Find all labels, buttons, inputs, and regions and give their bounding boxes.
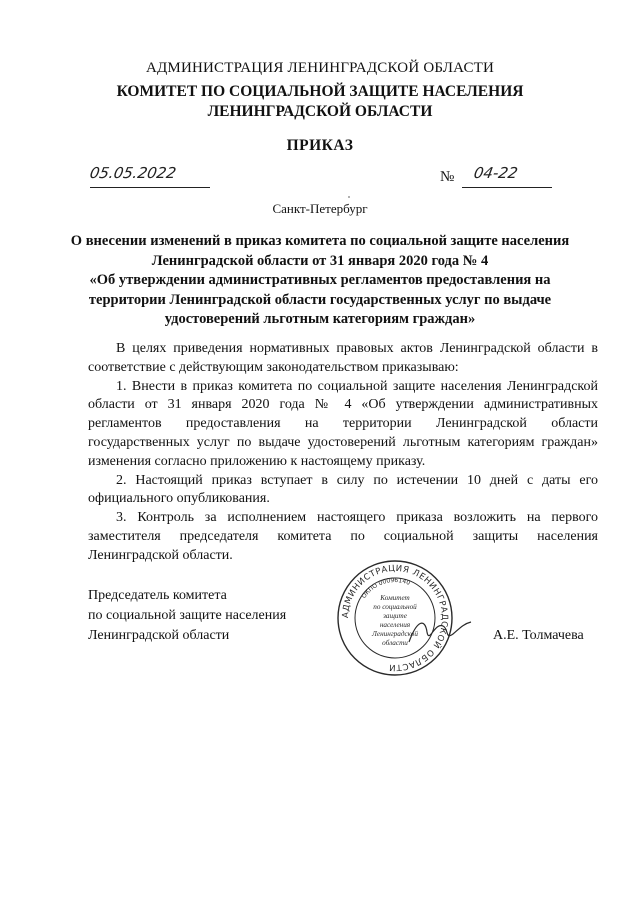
item-3-paragraph: 3. Контроль за исполнением настоящего приказа возложить на первого заместителя председателя комитета по социальной защиты населения Ленинградской области. [88, 510, 598, 563]
handwritten-signature [405, 612, 475, 657]
scan-speck [348, 196, 350, 198]
title-line-4: территории Ленинградской области государственных услуг по выдаче [88, 291, 552, 308]
title-line-3: «Об утверждении административных регламентов предоставления на [89, 272, 551, 288]
seal-inner-line-3: защите [383, 612, 407, 620]
document-body [88, 340, 598, 566]
seal-inner-line-4: населения [379, 621, 411, 629]
title-line-1: О внесении изменений в приказ комитета по социальной защите населения [70, 233, 570, 249]
document-title [70, 232, 570, 330]
seal-ring-text: АДМИНИСТРАЦИЯ ЛЕНИНГРАДСКОЙ ОБЛАСТИ [340, 563, 450, 673]
signatory-position [88, 586, 286, 646]
document-type: ПРИКАЗ [286, 137, 354, 154]
item-2-paragraph: 2. Настоящий приказ вступает в силу по истечении 10 дней с даты его официального опубликования. [88, 472, 598, 507]
city: Санкт-Петербург [272, 201, 368, 216]
preamble-paragraph: В целях приведения нормативных правовых актов Ленинградской области в соответствие с действующим законодательством приказываю: [88, 341, 598, 375]
title-line-2: Ленинградской области от 31 января 2020 года № 4 [151, 252, 489, 269]
seal-inner-line-1: Комитет [380, 594, 410, 602]
committee-line-1: КОМИТЕТ ПО СОЦИАЛЬНОЙ ЗАЩИТЕ НАСЕЛЕНИЯ [116, 83, 524, 100]
document-number: 04-22 [472, 164, 520, 182]
seal-inner-line-2: по социальной [373, 603, 417, 611]
signatory-name: А.Е. Толмачева [493, 628, 584, 643]
committee-header [0, 82, 640, 122]
title-line-5: удостоверений льготным категориям граждан» [164, 311, 476, 327]
position-line-3: Ленинградской области [88, 628, 230, 643]
signature-icon [405, 612, 475, 652]
committee-line-2: ЛЕНИНГРАДСКОЙ ОБЛАСТИ [207, 103, 433, 120]
position-line-1: Председатель комитета [88, 588, 227, 603]
position-line-2: по социальной защите населения [88, 608, 287, 623]
administration-header: АДМИНИСТРАЦИЯ ЛЕНИНГРАДСКОЙ ОБЛАСТИ [145, 60, 495, 76]
document-date: 05.05.2022 [88, 164, 178, 182]
number-label: № [440, 169, 455, 185]
seal-inner-line-5: Ленинградской [372, 630, 418, 638]
seal-inner-line-6: области [382, 639, 408, 647]
item-1-paragraph: 1. Внести в приказ комитета по социальной защите населения Ленинградской области от 31 января 2020 года № 4 «Об утверждении административных регламентов предоставления на территории Ленинградской области государственных услуг по выдаче удостоверений льготным категориям граждан» изменения согласно приложению к настоящему приказу. [88, 378, 598, 469]
seal-okpo-text: ОКПО 00096140 [360, 576, 412, 600]
